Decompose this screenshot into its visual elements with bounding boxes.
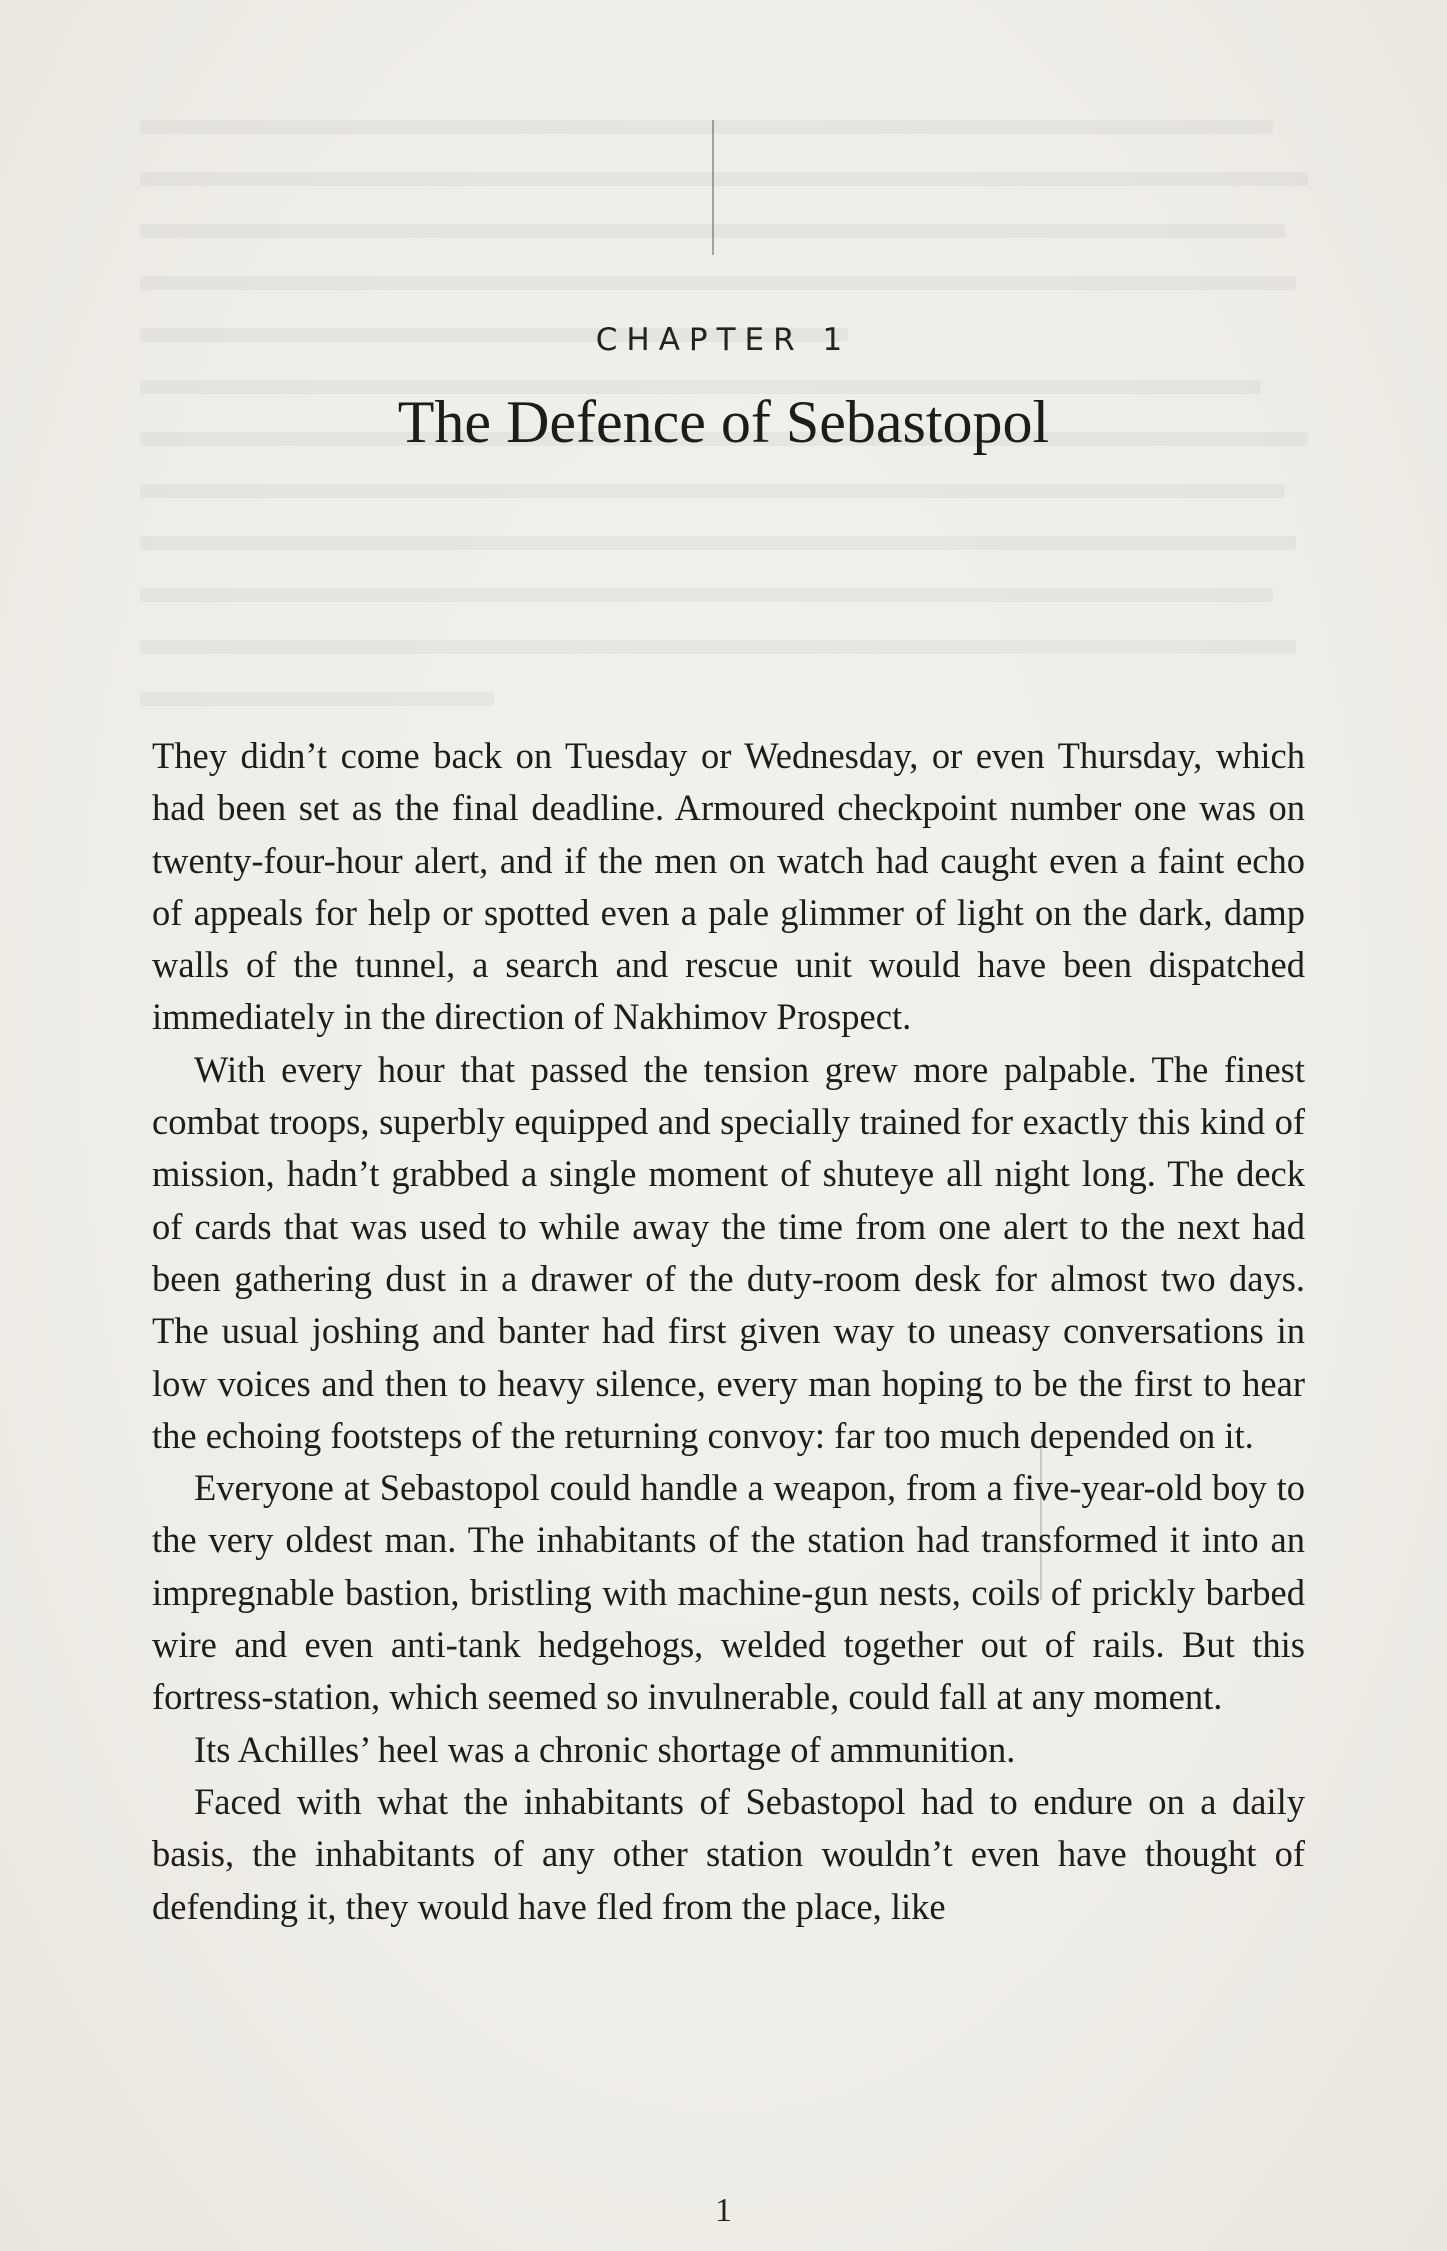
paragraph: Its Achilles’ heel was a chronic shortage of ammunition. xyxy=(194,1728,1016,1770)
chapter-title: The Defence of Sebastopol xyxy=(397,389,1050,455)
page-number: 1 xyxy=(715,2192,732,2229)
scan-crease-mark xyxy=(712,120,714,255)
chapter-body xyxy=(152,730,1305,1933)
paragraph: They didn’t come back on Tuesday or Wednesday, or even Thursday, which had been set as the final deadline. Armoured checkpoint number one was on twenty-four-hour alert, and if the men on watch had caught even a faint echo of appeals for help or spotted even a pale glimmer of light on the dark, damp walls of the tunnel, a search and rescue unit would have been dispatched immediately in the direction of Nakhimov Prospect. xyxy=(152,735,1305,1038)
paragraph: Everyone at Sebastopol could handle a weapon, from a five-year-old boy to the very oldest man. The inhabitants of the station had transformed it into an impregnable bastion, bristling with machine-gun nests, coils of prickly barbed wire and even anti-tank hedgehogs, welded together out of rails. But this fortress-station, which seemed so invulnerable, could fall at any moment. xyxy=(152,1467,1305,1718)
paragraph: With every hour that passed the tension grew more palpable. The finest combat troops, superbly equipped and specially trained for exactly this kind of mission, hadn’t grabbed a single moment of shuteye all night long. The deck of cards that was used to while away the time from one alert to the next had been gathering dust in a drawer of the duty-room desk for almost two days. The usual joshing and banter had first given way to uneasy conversations in low voices and then to heavy silence, every man hoping to be the first to hear the echoing footsteps of the returning convoy: far too much depended on it. xyxy=(152,1048,1305,1456)
chapter-label: CHAPTER 1 xyxy=(595,322,852,358)
paragraph: Faced with what the inhabitants of Sebastopol had to endure on a daily basis, the inhabitants of any other station wouldn’t even have thought of defending it, they would have fled from the place, like xyxy=(152,1780,1305,1927)
